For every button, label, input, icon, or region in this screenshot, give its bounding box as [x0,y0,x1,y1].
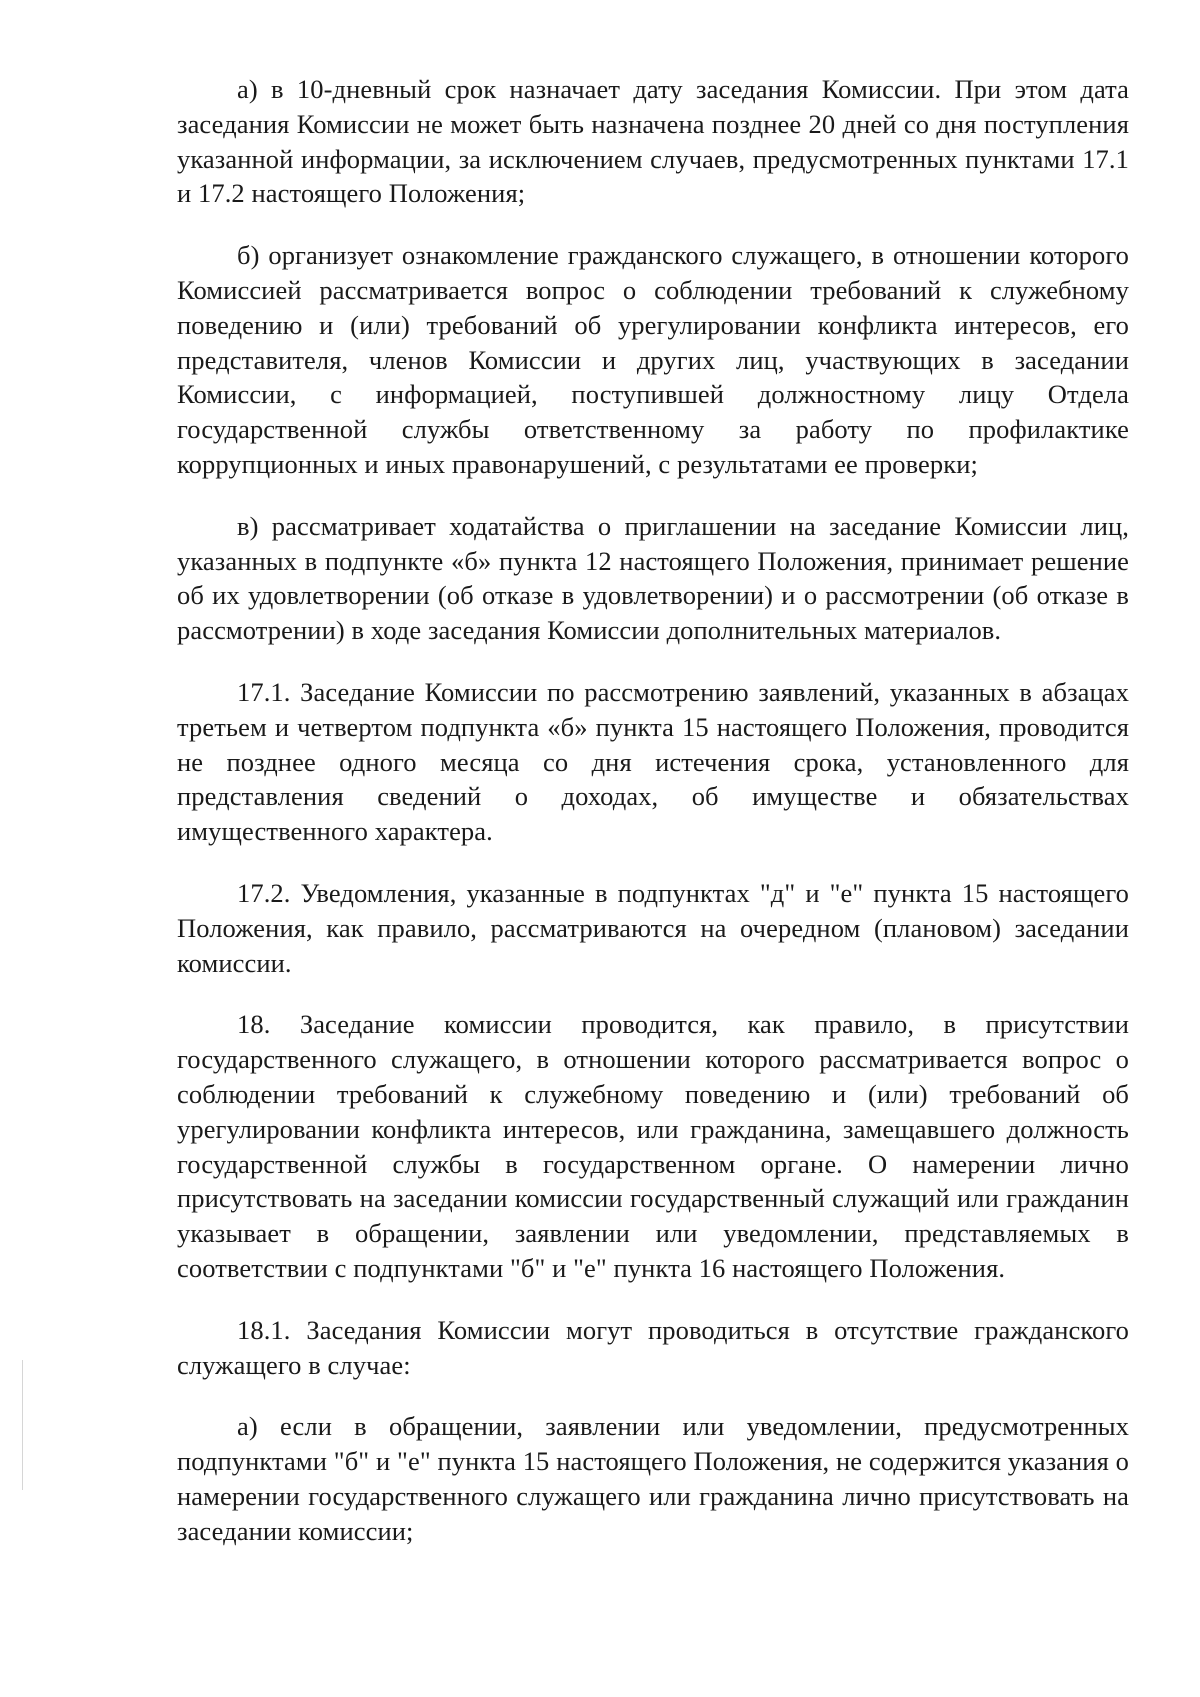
paragraph-17-1: 17.1. Заседание Комиссии по рассмотрению заявлений, указанных в абзацах третьем и четвертом подпункта «б» пункта 15 настоящего Положения, проводится не позднее одного месяца со дня истечения срока, установленного для представления сведений о доходах, об имуществе и обязательствах имущественного характера. [177,676,1129,847]
paragraph-18-1: 18.1. Заседания Комиссии могут проводиться в отсутствие гражданского служащего в случае: [177,1314,1129,1380]
paragraph-17-v: в) рассматривает ходатайства о приглашении на заседание Комиссии лиц, указанных в подпункте «б» пункта 12 настоящего Положения, принимает решение об их удовлетворении (об отказе в удовлетворении) и о рассмотрении (об отказе в рассмотрении) в ходе заседания Комиссии дополнительных материалов. [177,510,1129,646]
paragraph-17-a: а) в 10-дневный срок назначает дату заседания Комиссии. При этом дата заседания Комиссии не может быть назначена позднее 20 дней со дня поступления указанной информации, за исключением случаев, предусмотренных пунктами 17.1 и 17.2 настоящего Положения; [177,74,1129,209]
paragraph-17-2: 17.2. Уведомления, указанные в подпунктах "д" и "е" пункта 15 настоящего Положения, как правило, рассматриваются на очередном (плановом) заседании комиссии. [177,877,1129,978]
paragraph-18-1-a: а) если в обращении, заявлении или уведомлении, предусмотренных подпунктами "б" и "е" пункта 15 настоящего Положения, не содержится указания о намерении государственного служащего или гражданина лично присутствовать на заседании комиссии; [177,1411,1129,1546]
paragraph-17-b: б) организует ознакомление гражданского служащего, в отношении которого Комиссией рассматривается вопрос о соблюдении требований к служебному поведению и (или) требований об урегулировании конфликта интересов, его представителя, членов Комиссии и других лиц, участвующих в заседании Комиссии, с информацией, поступившей должностному лицу Отдела государственной службы ответственному за работу по профилактике коррупционных и иных правонарушений, с результатами ее проверки; [177,240,1129,479]
document-page [177,72,1129,1548]
scan-edge-line [22,1360,23,1490]
paragraph-18: 18. Заседание комиссии проводится, как правило, в присутствии государственного служащего, в отношении которого рассматривается вопрос о соблюдении требований к служебному поведению и (или) требований об урегулировании конфликта интересов, или гражданина, замещавшего должность государственной службы в государственном органе. О намерении лично присутствовать на заседании комиссии государственный служащий или гражданин указывает в обращении, заявлении или уведомлении, представляемых в соответствии с подпунктами "б" и "е" пункта 16 настоящего Положения. [177,1009,1129,1283]
